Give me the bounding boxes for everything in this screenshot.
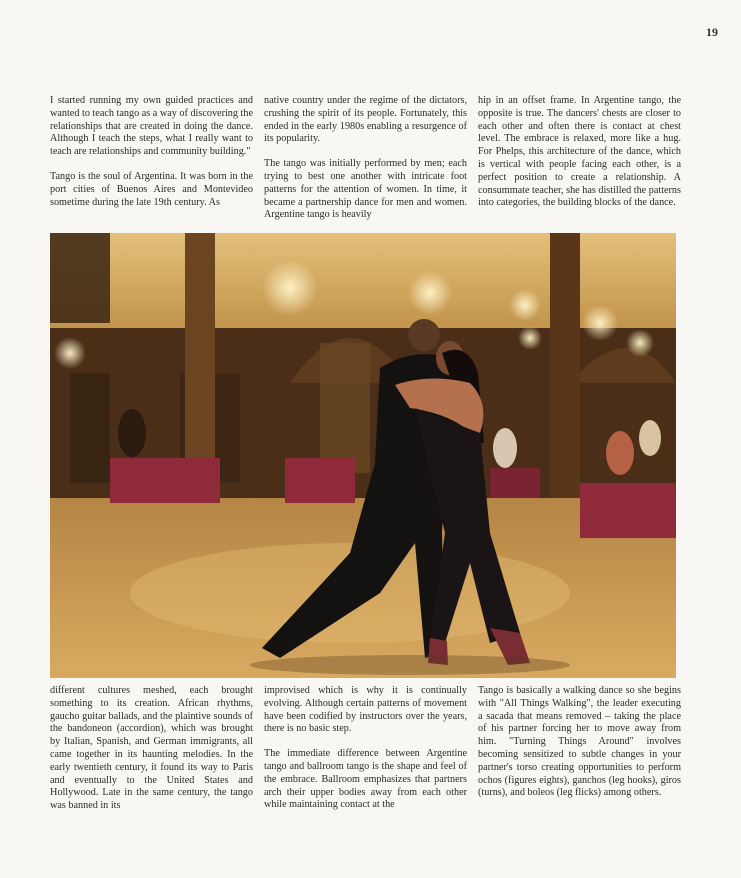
text-column-bottom-3 — [478, 685, 681, 800]
paragraph: hip in an offset frame. In Argentine tango, the opposite is true. The dancers' chests are closer to each other and often there is contact at chest level. The embrace is relaxed, more like a hug. For Phelps, this architecture of the dance, which is vertical with people facing each other, is a perfect position to create a relationship. A consummate teacher, she has distilled the patterns into categories, the building blocks of the dance. — [478, 95, 681, 209]
paragraph: Tango is basically a walking dance so she begins with "All Things Walking", the leader executing a sacada that means removed – taking the place of his partner forcing her to move away from him. "Turning Things Around" involves becoming sensitized to subtle changes in your partner's torso creating opportunities to perform ochos (figures eights), ganchos (leg hooks), giros (turns), and boleos (leg flicks) among others. — [478, 685, 681, 799]
paragraph: I started running my own guided practices and wanted to teach tango as a way of discovering the relationships that are created in doing the dance. Although I teach the steps, what I really want to teach are relationships and community building." — [50, 95, 253, 158]
text-column-bottom-1 — [50, 685, 253, 813]
paragraph: Tango is the soul of Argentina. It was born in the port cities of Buenos Aires and Montevideo sometime during the late 19th century. As — [50, 170, 253, 208]
photo-illustration — [50, 233, 676, 678]
paragraph: improvised which is why it is continually evolving. Although certain patterns of movement have been codified by instructors over the years, there is no basic step. — [264, 685, 467, 735]
text-column-top-1 — [50, 95, 253, 209]
paragraph: The immediate difference between Argentine tango and ballroom tango is the shape and feel of the embrace. Ballroom emphasizes that partners arch their upper bodies away from each other while maintaining contact at the — [264, 748, 467, 811]
paragraph: different cultures meshed, each brought something to its creation. African rhythms, gaucho guitar ballads, and the plaintive sounds of the bandoneon (accordion), which was brought by Italian, Spanish, and German immigrants, all came together in its haunting melodies. In the early twentieth century, it found its way to Paris and eventually to the United States and Hollywood. Late in the same century, the tango was banned in its — [50, 685, 253, 812]
text-column-bottom-2 — [264, 685, 467, 812]
paragraph: The tango was initially performed by men; each trying to best one another with intricate foot patterns for the attention of women. In time, it became a partnership dance for men and women. Argentine tango is heavily — [264, 158, 467, 221]
tango-dancers-photo — [50, 233, 676, 678]
paragraph: native country under the regime of the dictators, crushing the spirit of its people. Fortunately, this ended in the early 1980s enabling a resurgence of its popularity. — [264, 95, 467, 145]
text-column-top-2 — [264, 95, 467, 222]
page-number: 19 — [706, 25, 718, 39]
text-column-top-3 — [478, 95, 681, 210]
